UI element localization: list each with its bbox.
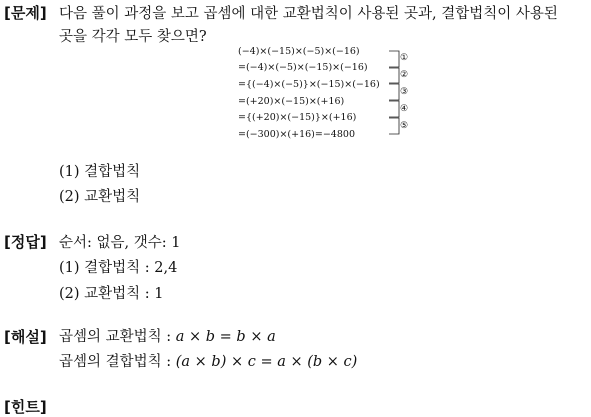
choice-2: (2) 교환법칙 bbox=[59, 189, 141, 205]
step-brackets bbox=[383, 46, 413, 146]
explanation-tag: [해설] bbox=[4, 328, 47, 346]
calc-line-5: ={(+20)×(−15)}×(+16) bbox=[238, 112, 357, 123]
answer-item-1: (1) 결합법칙 : 2,4 bbox=[59, 260, 178, 276]
explanation-line-2 bbox=[59, 350, 357, 371]
problem-text-line-1: 다음 풀이 과정을 보고 곱셈에 대한 교환법칙이 사용된 곳과, 결합법칙이 사용된 bbox=[59, 6, 558, 22]
hint-tag: [힌트] bbox=[4, 398, 47, 416]
calc-line-2: =(−4)×(−5)×(−15)×(−16) bbox=[238, 62, 368, 73]
step-mark-1: ① bbox=[400, 53, 409, 63]
associative-formula: (a × b) × c = a × (b × c) bbox=[175, 354, 358, 370]
step-mark-5: ⑤ bbox=[400, 121, 409, 131]
calc-line-6: =(−300)×(+16)=−4800 bbox=[238, 129, 355, 140]
choice-1: (1) 결합법칙 bbox=[59, 164, 141, 180]
calc-line-3: ={(−4)×(−5)}×(−15)×(−16) bbox=[238, 79, 380, 90]
calc-line-4: =(+20)×(−15)×(+16) bbox=[238, 96, 345, 107]
calculation-figure bbox=[238, 46, 428, 146]
commutative-label: 곱셈의 교환법칙 : bbox=[59, 329, 176, 345]
explanation-line-1 bbox=[59, 325, 276, 346]
problem-text-line-2: 곳을 각각 모두 찾으면? bbox=[59, 29, 207, 45]
answer-tag: [정답] bbox=[4, 233, 47, 251]
associative-label: 곱셈의 결합법칙 : bbox=[59, 354, 176, 370]
problem-tag: [문제] bbox=[4, 4, 47, 22]
answer-summary: 순서: 없음, 갯수: 1 bbox=[59, 235, 181, 251]
step-mark-4: ④ bbox=[400, 104, 409, 114]
step-mark-3: ③ bbox=[400, 87, 409, 97]
commutative-formula: a × b = b × a bbox=[175, 329, 276, 345]
calc-line-1: (−4)×(−15)×(−5)×(−16) bbox=[238, 46, 360, 57]
answer-item-2: (2) 교환법칙 : 1 bbox=[59, 286, 164, 302]
step-mark-2: ② bbox=[400, 70, 409, 80]
